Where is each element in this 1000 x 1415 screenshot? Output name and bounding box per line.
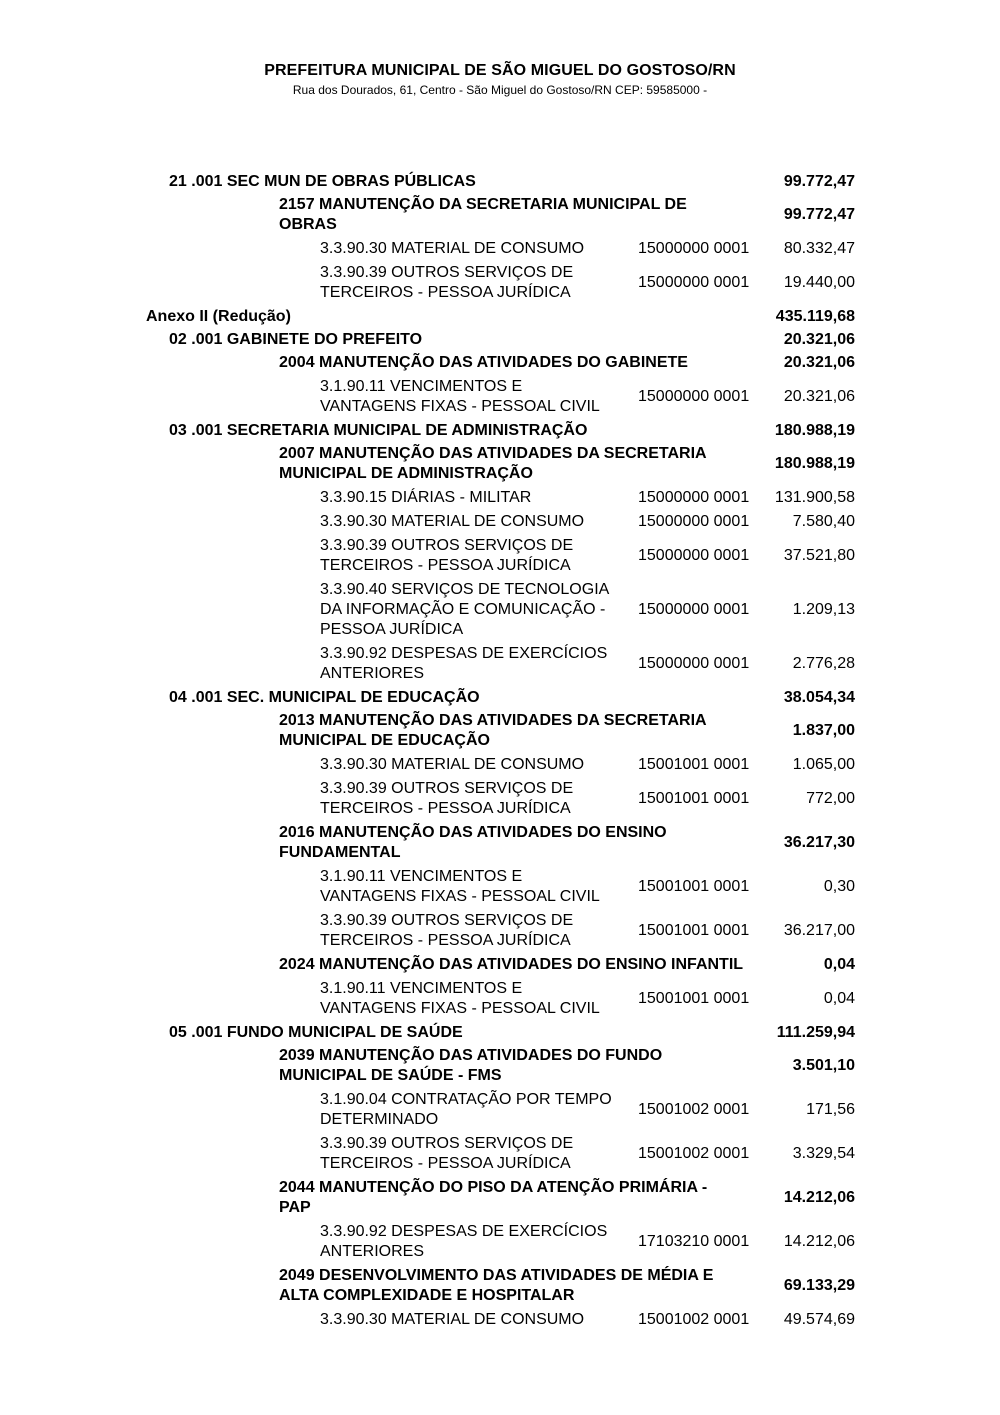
row-label-line: 3.3.90.40 SERVIÇOS DE TECNOLOGIA — [320, 581, 610, 598]
row-label-line: Anexo II (Redução) — [146, 308, 291, 325]
project-row — [0, 1046, 1000, 1090]
row-label-line: PESSOA JURÍDICA — [320, 621, 464, 638]
row-label-line: 3.3.90.30 MATERIAL DE CONSUMO — [320, 240, 585, 257]
row-label — [320, 580, 630, 640]
source-code: 15001001 0001 — [638, 756, 750, 773]
row-label-line: 04 .001 SEC. MUNICIPAL DE EDUCAÇÃO — [169, 689, 480, 706]
row-label-line: FUNDAMENTAL — [279, 844, 401, 861]
row-label — [279, 353, 759, 373]
row-label — [320, 911, 630, 951]
unit-row — [0, 172, 1000, 195]
amount-value: 772,00 — [806, 790, 855, 807]
amount-value: 20.321,06 — [783, 388, 855, 405]
row-label-line: 03 .001 SECRETARIA MUNICIPAL DE ADMINISTRAÇÃO — [169, 422, 588, 439]
row-label-line: 05 .001 FUNDO MUNICIPAL DE SAÚDE — [169, 1024, 463, 1041]
row-label-line: 3.3.90.92 DESPESAS DE EXERCÍCIOS — [320, 645, 608, 662]
row-label-line: TERCEIROS - PESSOA JURÍDICA — [320, 1155, 571, 1172]
row-label-line: 3.1.90.11 VENCIMENTOS E — [320, 868, 523, 885]
amount-value: 7.580,40 — [792, 513, 855, 530]
project-row — [0, 1266, 1000, 1310]
project-row — [0, 444, 1000, 488]
row-label-line: 3.3.90.39 OUTROS SERVIÇOS DE — [320, 912, 574, 929]
amount-value: 0,04 — [823, 990, 855, 1007]
expense-item-row — [0, 536, 1000, 580]
row-label-line: 3.3.90.30 MATERIAL DE CONSUMO — [320, 756, 585, 773]
project-row — [0, 1178, 1000, 1222]
amount-value: 3.501,10 — [792, 1057, 855, 1074]
row-label-line: OBRAS — [279, 216, 337, 233]
expense-item-row — [0, 377, 1000, 421]
project-row — [0, 195, 1000, 239]
header-address: Rua dos Dourados, 61, Centro - São Miguel do Gostoso/RN CEP: 59585000 - — [292, 83, 708, 97]
row-label-line: 3.3.90.30 MATERIAL DE CONSUMO — [320, 1311, 585, 1328]
source-code: 15001002 0001 — [638, 1101, 750, 1118]
row-label — [279, 955, 759, 975]
row-label-line: 3.1.90.04 CONTRATAÇÃO POR TEMPO — [320, 1091, 612, 1108]
source-code: 15001002 0001 — [638, 1145, 750, 1162]
row-label — [320, 536, 630, 576]
row-label-line: TERCEIROS - PESSOA JURÍDICA — [320, 284, 571, 301]
amount-value: 37.521,80 — [783, 547, 855, 564]
source-code: 15001001 0001 — [638, 790, 750, 807]
amount-value: 69.133,29 — [783, 1277, 855, 1294]
row-label — [169, 330, 422, 350]
row-label-line: MUNICIPAL DE ADMINISTRAÇÃO — [279, 465, 533, 482]
annex-row — [0, 307, 1000, 330]
source-code: 15000000 0001 — [638, 388, 750, 405]
row-label-line: 2007 MANUTENÇÃO DAS ATIVIDADES DA SECRETARIA — [279, 445, 707, 462]
expense-item-row — [0, 263, 1000, 307]
source-code: 17103210 0001 — [638, 1233, 750, 1250]
row-label-line: 3.3.90.92 DESPESAS DE EXERCÍCIOS — [320, 1223, 608, 1240]
project-row — [0, 711, 1000, 755]
row-label-line: 2039 MANUTENÇÃO DAS ATIVIDADES DO FUNDO — [279, 1047, 663, 1064]
row-label — [320, 377, 630, 417]
expense-item-row — [0, 1090, 1000, 1134]
row-label-line: TERCEIROS - PESSOA JURÍDICA — [320, 557, 571, 574]
row-label — [320, 1310, 630, 1330]
amount-value: 2.776,28 — [792, 655, 855, 672]
amount-value: 20.321,06 — [783, 331, 855, 348]
row-label-line: VANTAGENS FIXAS - PESSOAL CIVIL — [320, 1000, 600, 1017]
budget-table — [0, 172, 1000, 1334]
source-code: 15000000 0001 — [638, 601, 750, 618]
amount-value: 0,04 — [823, 956, 855, 973]
row-label — [320, 867, 630, 907]
row-label-line: ANTERIORES — [320, 1243, 425, 1260]
expense-item-row — [0, 867, 1000, 911]
row-label — [169, 172, 476, 192]
row-label-line: 3.3.90.39 OUTROS SERVIÇOS DE — [320, 1135, 574, 1152]
row-label — [320, 263, 630, 303]
row-label — [169, 1023, 463, 1043]
source-code: 15000000 0001 — [638, 489, 750, 506]
row-label-line: DA INFORMAÇÃO E COMUNICAÇÃO - — [320, 601, 606, 618]
amount-value: 180.988,19 — [774, 422, 855, 439]
row-label — [320, 755, 630, 775]
expense-item-row — [0, 1310, 1000, 1334]
source-code: 15001001 0001 — [638, 878, 750, 895]
expense-item-row — [0, 580, 1000, 644]
expense-item-row — [0, 512, 1000, 536]
row-label — [279, 1178, 759, 1218]
expense-item-row — [0, 488, 1000, 512]
project-row — [0, 353, 1000, 377]
amount-value: 38.054,34 — [783, 689, 855, 706]
row-label-line: 2024 MANUTENÇÃO DAS ATIVIDADES DO ENSINO INFANTIL — [279, 956, 744, 973]
unit-row — [0, 330, 1000, 353]
row-label — [169, 421, 587, 441]
row-label-line: 2016 MANUTENÇÃO DAS ATIVIDADES DO ENSINO — [279, 824, 667, 841]
expense-item-row — [0, 1222, 1000, 1266]
row-label — [320, 644, 630, 684]
row-label — [169, 688, 480, 708]
row-label-line: 3.1.90.11 VENCIMENTOS E — [320, 378, 523, 395]
row-label — [279, 195, 759, 235]
project-row — [0, 823, 1000, 867]
row-label — [279, 711, 759, 751]
source-code: 15000000 0001 — [638, 240, 750, 257]
row-label — [320, 1134, 630, 1174]
amount-value: 1.209,13 — [792, 601, 855, 618]
amount-value: 1.837,00 — [792, 722, 855, 739]
expense-item-row — [0, 239, 1000, 263]
document-header — [0, 62, 1000, 97]
amount-value: 171,56 — [806, 1101, 855, 1118]
unit-row — [0, 421, 1000, 444]
row-label-line: PAP — [279, 1199, 311, 1216]
row-label-line: TERCEIROS - PESSOA JURÍDICA — [320, 800, 571, 817]
row-label-line: 2049 DESENVOLVIMENTO DAS ATIVIDADES DE MÉDIA E — [279, 1267, 714, 1284]
source-code: 15000000 0001 — [638, 547, 750, 564]
row-label-line: DETERMINADO — [320, 1111, 439, 1128]
row-label — [320, 512, 630, 532]
row-label-line: MUNICIPAL DE SAÚDE - FMS — [279, 1067, 502, 1084]
expense-item-row — [0, 979, 1000, 1023]
amount-value: 20.321,06 — [783, 354, 855, 371]
row-label-line: 3.3.90.39 OUTROS SERVIÇOS DE — [320, 264, 574, 281]
source-code: 15001001 0001 — [638, 990, 750, 1007]
row-label-line: 2044 MANUTENÇÃO DO PISO DA ATENÇÃO PRIMÁRIA - — [279, 1179, 708, 1196]
row-label-line: ALTA COMPLEXIDADE E HOSPITALAR — [279, 1287, 575, 1304]
row-label — [279, 444, 759, 484]
expense-item-row — [0, 755, 1000, 779]
row-label-line: TERCEIROS - PESSOA JURÍDICA — [320, 932, 571, 949]
amount-value: 131.900,58 — [774, 489, 855, 506]
amount-value: 0,30 — [823, 878, 855, 895]
row-label-line: 2004 MANUTENÇÃO DAS ATIVIDADES DO GABINETE — [279, 354, 688, 371]
amount-value: 14.212,06 — [783, 1189, 855, 1206]
amount-value: 99.772,47 — [783, 173, 855, 190]
row-label-line: 02 .001 GABINETE DO PREFEITO — [169, 331, 423, 348]
amount-value: 19.440,00 — [783, 274, 855, 291]
amount-value: 49.574,69 — [783, 1311, 855, 1328]
amount-value: 14.212,06 — [783, 1233, 855, 1250]
amount-value: 435.119,68 — [775, 308, 855, 325]
amount-value: 3.329,54 — [792, 1145, 855, 1162]
row-label-line: 21 .001 SEC MUN DE OBRAS PÚBLICAS — [169, 173, 476, 190]
amount-value: 36.217,00 — [783, 922, 855, 939]
unit-row — [0, 688, 1000, 711]
amount-value: 180.988,19 — [774, 455, 855, 472]
row-label-line: 3.1.90.11 VENCIMENTOS E — [320, 980, 523, 997]
amount-value: 111.259,94 — [776, 1024, 855, 1041]
row-label — [320, 979, 630, 1019]
row-label — [146, 307, 291, 327]
row-label — [320, 779, 630, 819]
source-code: 15000000 0001 — [638, 655, 750, 672]
row-label — [279, 823, 759, 863]
row-label-line: 3.3.90.30 MATERIAL DE CONSUMO — [320, 513, 585, 530]
source-code: 15000000 0001 — [638, 274, 750, 291]
row-label — [320, 488, 630, 508]
row-label-line: VANTAGENS FIXAS - PESSOAL CIVIL — [320, 888, 600, 905]
row-label — [279, 1266, 759, 1306]
amount-value: 1.065,00 — [792, 756, 855, 773]
row-label — [279, 1046, 759, 1086]
header-title: PREFEITURA MUNICIPAL DE SÃO MIGUEL DO GOSTOSO/RN — [264, 62, 736, 79]
source-code: 15001001 0001 — [638, 922, 750, 939]
project-row — [0, 955, 1000, 979]
row-label-line: VANTAGENS FIXAS - PESSOAL CIVIL — [320, 398, 600, 415]
row-label-line: 2013 MANUTENÇÃO DAS ATIVIDADES DA SECRETARIA — [279, 712, 707, 729]
expense-item-row — [0, 779, 1000, 823]
row-label-line: ANTERIORES — [320, 665, 425, 682]
row-label — [320, 239, 630, 259]
expense-item-row — [0, 1134, 1000, 1178]
amount-value: 99.772,47 — [783, 206, 855, 223]
row-label — [320, 1222, 630, 1262]
amount-value: 36.217,30 — [783, 834, 855, 851]
amount-value: 80.332,47 — [783, 240, 855, 257]
row-label-line: 2157 MANUTENÇÃO DA SECRETARIA MUNICIPAL DE — [279, 196, 687, 213]
row-label-line: MUNICIPAL DE EDUCAÇÃO — [279, 732, 490, 749]
row-label-line: 3.3.90.39 OUTROS SERVIÇOS DE — [320, 537, 574, 554]
expense-item-row — [0, 644, 1000, 688]
row-label-line: 3.3.90.39 OUTROS SERVIÇOS DE — [320, 780, 574, 797]
row-label — [320, 1090, 630, 1130]
unit-row — [0, 1023, 1000, 1046]
expense-item-row — [0, 911, 1000, 955]
row-label-line: 3.3.90.15 DIÁRIAS - MILITAR — [320, 489, 532, 506]
source-code: 15000000 0001 — [638, 513, 750, 530]
source-code: 15001002 0001 — [638, 1311, 750, 1328]
